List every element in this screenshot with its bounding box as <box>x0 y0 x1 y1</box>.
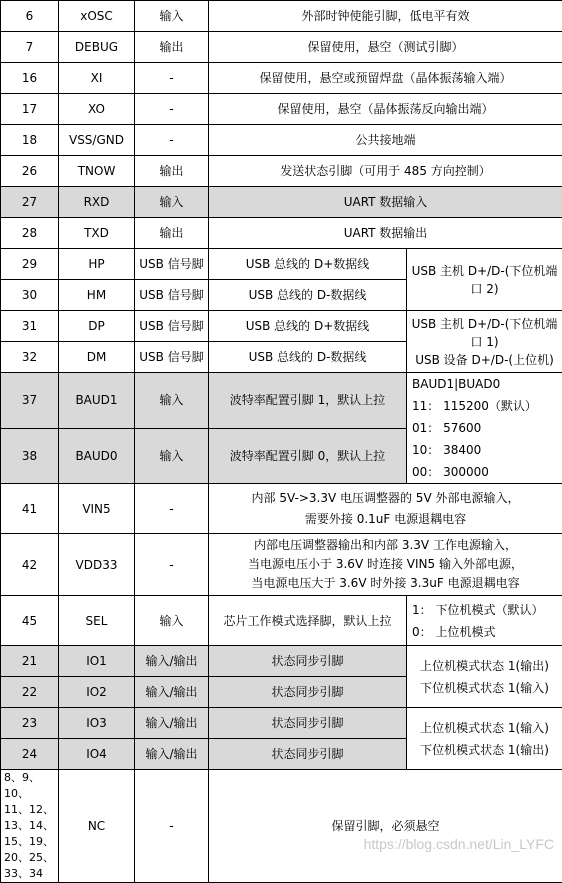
pin-desc: 状态同步引脚 <box>209 739 407 770</box>
pin-name: XO <box>59 94 135 125</box>
pin-name: VDD33 <box>59 534 135 596</box>
usb-port1-note <box>407 311 562 373</box>
pin-number: 32 <box>1 342 59 373</box>
watermark: https://blog.csdn.net/Lin_LYFC <box>364 836 554 852</box>
pin-type: - <box>135 63 209 94</box>
table-row <box>1 596 562 646</box>
pin-number: 38 <box>1 428 59 484</box>
pin-number <box>1 770 59 883</box>
table-row <box>1 484 562 534</box>
pin-number: 31 <box>1 311 59 342</box>
pin-type: 输入/输出 <box>135 739 209 770</box>
pin-number: 21 <box>1 646 59 677</box>
pin-name: IO4 <box>59 739 135 770</box>
pin-name: RXD <box>59 187 135 218</box>
pin-desc: 外部时钟使能引脚，低电平有效 <box>209 1 562 32</box>
pin-type: 输入 <box>135 428 209 484</box>
table-row <box>1 1 562 32</box>
pin-name: XI <box>59 63 135 94</box>
pin-number: 26 <box>1 156 59 187</box>
pin-desc: 保留使用，悬空（测试引脚） <box>209 32 562 63</box>
desc-line: 内部电压调整器输出和内部 3.3V 工作电源输入， <box>211 536 560 555</box>
desc-line: 当电源电压大于 3.6V 时外接 3.3uF 电源退耦电容 <box>211 574 560 593</box>
pin-number: 23 <box>1 708 59 739</box>
table-row <box>1 156 562 187</box>
table-row <box>1 770 562 883</box>
baud-11: 11： 115200（默认） <box>412 395 560 417</box>
pin-desc: 状态同步引脚 <box>209 677 407 708</box>
pin-name: IO1 <box>59 646 135 677</box>
pin-desc: USB 总线的 D+数据线 <box>209 249 407 280</box>
pin-type: USB 信号脚 <box>135 342 209 373</box>
baud-table-note <box>407 373 562 484</box>
pin-type: 输入 <box>135 1 209 32</box>
pin-name: DM <box>59 342 135 373</box>
pin-name: TXD <box>59 218 135 249</box>
table-row <box>1 311 562 342</box>
pin-type: - <box>135 770 209 883</box>
nc-pin-list: 11、12、 <box>4 802 56 818</box>
pin-desc: USB 总线的 D-数据线 <box>209 280 407 311</box>
pin-type: 输入 <box>135 373 209 429</box>
pin-name: IO3 <box>59 708 135 739</box>
pin-desc: 公共接地端 <box>209 125 562 156</box>
pin-name: DEBUG <box>59 32 135 63</box>
pin-name: SEL <box>59 596 135 646</box>
pin-number: 16 <box>1 63 59 94</box>
table-row <box>1 32 562 63</box>
pin-type: 输入 <box>135 596 209 646</box>
nc-pin-list: 15、19、 <box>4 834 56 850</box>
nc-pin-list: 8、9、10、 <box>4 770 56 802</box>
pin-name: VIN5 <box>59 484 135 534</box>
pin-name: NC <box>59 770 135 883</box>
io34-device-mode: 下位机模式状态 1(输出) <box>409 739 560 761</box>
pin-type: - <box>135 534 209 596</box>
pin-name: IO2 <box>59 677 135 708</box>
nc-pin-list: 20、25、 <box>4 850 56 866</box>
pin-desc: 状态同步引脚 <box>209 646 407 677</box>
pin-number: 37 <box>1 373 59 429</box>
pin-desc: 保留使用，悬空或预留焊盘（晶体振荡输入端） <box>209 63 562 94</box>
pin-name: BAUD1 <box>59 373 135 429</box>
pin-number: 6 <box>1 1 59 32</box>
pin-number: 27 <box>1 187 59 218</box>
pin-number: 42 <box>1 534 59 596</box>
pin-number: 18 <box>1 125 59 156</box>
pin-name: HP <box>59 249 135 280</box>
usb-device: USB 设备 D+/D-(上位机) <box>409 351 560 369</box>
pin-number: 22 <box>1 677 59 708</box>
pin-name: xOSC <box>59 1 135 32</box>
pin-number: 7 <box>1 32 59 63</box>
pin-type: - <box>135 125 209 156</box>
pin-desc: 发送状态引脚（可用于 485 方向控制） <box>209 156 562 187</box>
io34-state-note <box>407 708 562 770</box>
table-row <box>1 249 562 280</box>
pin-name: DP <box>59 311 135 342</box>
pin-type: 输出 <box>135 218 209 249</box>
pin-desc: 波特率配置引脚 1，默认上拉 <box>209 373 407 429</box>
sel-mode-1: 1： 下位机模式（默认） <box>412 599 560 621</box>
table-row <box>1 125 562 156</box>
pin-number: 45 <box>1 596 59 646</box>
pin-name: HM <box>59 280 135 311</box>
pin-number: 29 <box>1 249 59 280</box>
sel-mode-note <box>407 596 562 646</box>
table-row <box>1 708 562 739</box>
io12-state-note <box>407 646 562 708</box>
pin-type: - <box>135 484 209 534</box>
table-row <box>1 63 562 94</box>
pin-type: 输入 <box>135 187 209 218</box>
baud-00: 00： 300000 <box>412 461 560 483</box>
pin-type: USB 信号脚 <box>135 311 209 342</box>
baud-header: BAUD1|BUAD0 <box>412 373 560 395</box>
usb-host-port1: USB 主机 D+/D-(下位机端口 1) <box>409 315 560 351</box>
desc-line: 需要外接 0.1uF 电源退耦电容 <box>211 509 560 530</box>
io12-host-mode: 上位机模式状态 1(输出) <box>409 655 560 677</box>
desc-line: 内部 5V->3.3V 电压调整器的 5V 外部电源输入， <box>211 488 560 509</box>
table-row <box>1 373 562 429</box>
pin-type: - <box>135 94 209 125</box>
pin-number: 28 <box>1 218 59 249</box>
table-row <box>1 534 562 596</box>
pin-type: 输入/输出 <box>135 708 209 739</box>
table-row <box>1 646 562 677</box>
pin-desc: 保留使用，悬空（晶体振荡反向输出端） <box>209 94 562 125</box>
pin-desc: USB 总线的 D+数据线 <box>209 311 407 342</box>
pin-desc: 保留引脚，必须悬空 <box>209 770 562 883</box>
pin-number: 17 <box>1 94 59 125</box>
pin-name: VSS/GND <box>59 125 135 156</box>
pin-name: BAUD0 <box>59 428 135 484</box>
pin-type: 输入/输出 <box>135 677 209 708</box>
io12-device-mode: 下位机模式状态 1(输入) <box>409 677 560 699</box>
pin-number: 41 <box>1 484 59 534</box>
pin-number: 30 <box>1 280 59 311</box>
pin-desc: USB 总线的 D-数据线 <box>209 342 407 373</box>
pin-desc <box>209 484 562 534</box>
pin-desc: UART 数据输出 <box>209 218 562 249</box>
table-row <box>1 187 562 218</box>
pin-type: 输出 <box>135 156 209 187</box>
pin-desc: 芯片工作模式选择脚，默认上拉 <box>209 596 407 646</box>
table-row <box>1 94 562 125</box>
baud-01: 01： 57600 <box>412 417 560 439</box>
pin-name: TNOW <box>59 156 135 187</box>
io34-host-mode: 上位机模式状态 1(输入) <box>409 717 560 739</box>
baud-10: 10： 38400 <box>412 439 560 461</box>
nc-pin-list: 33、34 <box>4 866 56 882</box>
pin-desc <box>209 534 562 596</box>
nc-pin-list: 13、14、 <box>4 818 56 834</box>
desc-line: 当电源电压小于 3.6V 时连接 VIN5 输入外部电源， <box>211 555 560 574</box>
pin-number: 24 <box>1 739 59 770</box>
usb-port2-note: USB 主机 D+/D-(下位机端口 2) <box>407 249 562 311</box>
table-row <box>1 218 562 249</box>
pin-desc: 状态同步引脚 <box>209 708 407 739</box>
pin-type: USB 信号脚 <box>135 249 209 280</box>
pin-desc: 波特率配置引脚 0，默认上拉 <box>209 428 407 484</box>
pin-desc: UART 数据输入 <box>209 187 562 218</box>
pin-type: USB 信号脚 <box>135 280 209 311</box>
sel-mode-0: 0： 上位机模式 <box>412 621 560 643</box>
pin-type: 输出 <box>135 32 209 63</box>
pin-type: 输入/输出 <box>135 646 209 677</box>
